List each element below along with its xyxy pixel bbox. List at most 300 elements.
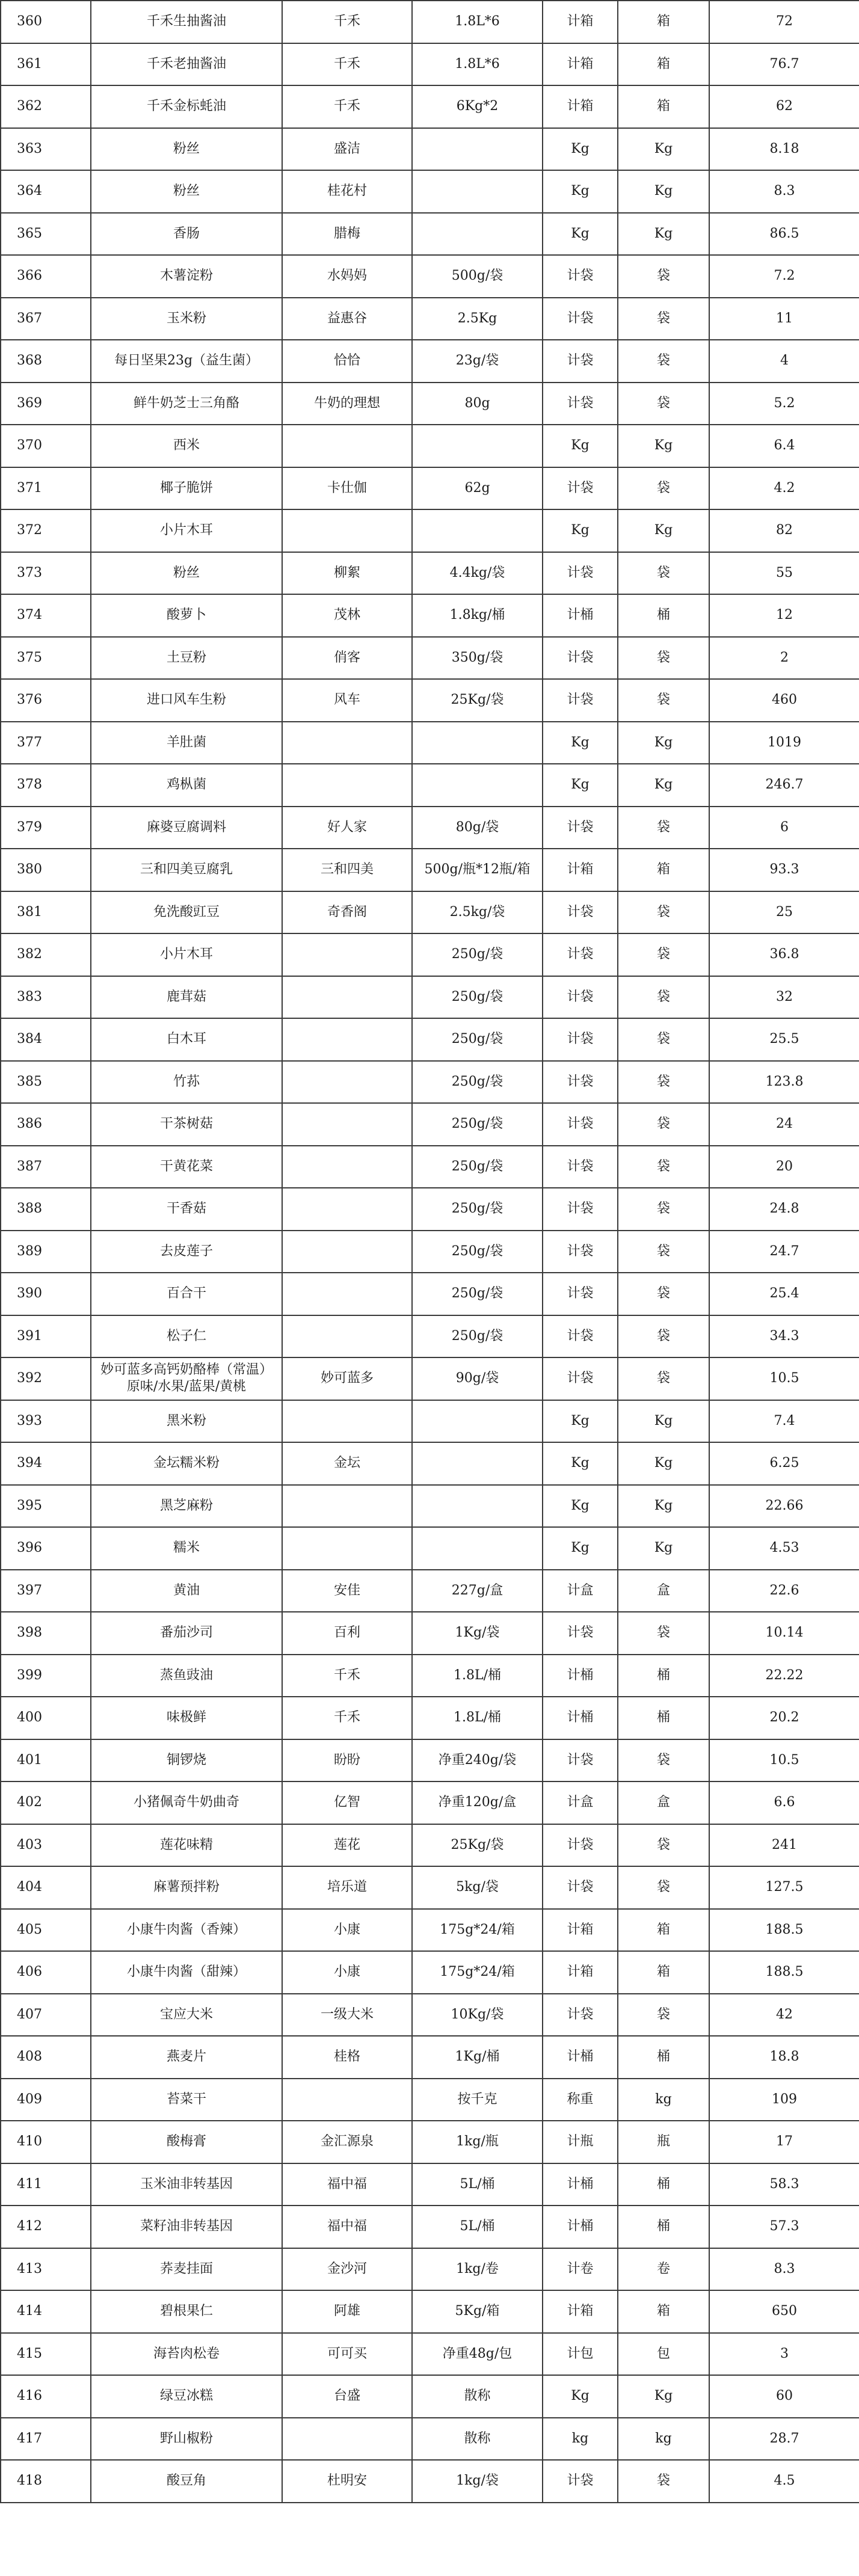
product-name-cell: 千禾生抽酱油 bbox=[91, 1, 282, 43]
price-cell: 25 bbox=[709, 891, 859, 934]
product-name-cell: 麻婆豆腐调料 bbox=[91, 807, 282, 849]
price-cell: 22.22 bbox=[709, 1655, 859, 1697]
unit-cell: 袋 bbox=[618, 298, 709, 340]
product-name-cell: 椰子脆饼 bbox=[91, 467, 282, 510]
price-cell: 25.4 bbox=[709, 1273, 859, 1315]
unit-cell: 袋 bbox=[618, 1866, 709, 1909]
item-number-cell: 404 bbox=[1, 1866, 91, 1909]
unit-cell: 包 bbox=[618, 2333, 709, 2376]
unit-cell: Kg bbox=[618, 1485, 709, 1528]
item-number-cell: 374 bbox=[1, 594, 91, 637]
spec-cell: 250g/袋 bbox=[412, 1188, 543, 1231]
brand-cell: 一级大米 bbox=[282, 1994, 412, 2037]
product-name-cell: 小康牛肉酱（香辣） bbox=[91, 1909, 282, 1952]
unit-cell: kg bbox=[618, 2079, 709, 2121]
item-number-cell: 380 bbox=[1, 849, 91, 891]
price-cell: 58.3 bbox=[709, 2163, 859, 2206]
price-cell: 24 bbox=[709, 1103, 859, 1146]
product-name-cell: 鲜牛奶芝士三角酪 bbox=[91, 383, 282, 425]
spec-cell: 净重240g/袋 bbox=[412, 1739, 543, 1782]
pricing-unit-cell: 计袋 bbox=[543, 1103, 618, 1146]
unit-cell: 桶 bbox=[618, 594, 709, 637]
brand-cell bbox=[282, 1273, 412, 1315]
brand-cell: 牛奶的理想 bbox=[282, 383, 412, 425]
spec-cell bbox=[412, 425, 543, 467]
spec-cell bbox=[412, 170, 543, 213]
item-number-cell: 403 bbox=[1, 1824, 91, 1867]
pricing-unit-cell: 计袋 bbox=[543, 976, 618, 1019]
spec-cell: 250g/袋 bbox=[412, 1018, 543, 1061]
table-row bbox=[1, 425, 859, 467]
unit-cell: 袋 bbox=[618, 255, 709, 298]
brand-cell: 亿智 bbox=[282, 1781, 412, 1824]
item-number-cell: 396 bbox=[1, 1527, 91, 1570]
item-number-cell: 409 bbox=[1, 2079, 91, 2121]
item-number-cell: 366 bbox=[1, 255, 91, 298]
item-number-cell: 369 bbox=[1, 383, 91, 425]
spec-cell bbox=[412, 509, 543, 552]
unit-cell: 盒 bbox=[618, 1781, 709, 1824]
price-cell: 20 bbox=[709, 1146, 859, 1188]
price-cell: 36.8 bbox=[709, 933, 859, 976]
table-row bbox=[1, 1570, 859, 1612]
table-body bbox=[1, 1, 859, 2503]
spec-cell: 1kg/瓶 bbox=[412, 2121, 543, 2163]
brand-cell: 三和四美 bbox=[282, 849, 412, 891]
item-number-cell: 410 bbox=[1, 2121, 91, 2163]
pricing-unit-cell: 计袋 bbox=[543, 1994, 618, 2037]
table-row bbox=[1, 2248, 859, 2291]
pricing-unit-cell: 计袋 bbox=[543, 679, 618, 722]
unit-cell: 袋 bbox=[618, 2460, 709, 2503]
unit-cell: 桶 bbox=[618, 1697, 709, 1739]
spec-cell: 175g*24/箱 bbox=[412, 1951, 543, 1994]
unit-cell: 袋 bbox=[618, 1315, 709, 1358]
product-name-cell: 荞麦挂面 bbox=[91, 2248, 282, 2291]
brand-cell: 桂花村 bbox=[282, 170, 412, 213]
pricing-unit-cell: 计袋 bbox=[543, 1018, 618, 1061]
table-row bbox=[1, 2036, 859, 2079]
table-row bbox=[1, 594, 859, 637]
price-cell: 6 bbox=[709, 807, 859, 849]
item-number-cell: 418 bbox=[1, 2460, 91, 2503]
pricing-unit-cell: Kg bbox=[543, 170, 618, 213]
product-name-cell: 燕麦片 bbox=[91, 2036, 282, 2079]
brand-cell bbox=[282, 1400, 412, 1443]
item-number-cell: 373 bbox=[1, 552, 91, 595]
brand-cell bbox=[282, 1231, 412, 1273]
brand-cell: 小康 bbox=[282, 1951, 412, 1994]
table-row bbox=[1, 2290, 859, 2333]
product-name-cell: 苔菜干 bbox=[91, 2079, 282, 2121]
product-name-cell: 黑米粉 bbox=[91, 1400, 282, 1443]
table-row bbox=[1, 1951, 859, 1994]
product-name-cell: 黑芝麻粉 bbox=[91, 1485, 282, 1528]
price-cell: 42 bbox=[709, 1994, 859, 2037]
product-name-cell: 野山椒粉 bbox=[91, 2418, 282, 2461]
spec-cell: 1.8kg/桶 bbox=[412, 594, 543, 637]
pricing-unit-cell: Kg bbox=[543, 1400, 618, 1443]
brand-cell: 福中福 bbox=[282, 2206, 412, 2248]
unit-cell: 盒 bbox=[618, 1570, 709, 1612]
product-name-cell: 铜锣烧 bbox=[91, 1739, 282, 1782]
table-row bbox=[1, 1612, 859, 1655]
price-cell: 57.3 bbox=[709, 2206, 859, 2248]
price-cell: 11 bbox=[709, 298, 859, 340]
item-number-cell: 362 bbox=[1, 85, 91, 128]
spec-cell: 净重48g/包 bbox=[412, 2333, 543, 2376]
product-name-cell: 鹿茸菇 bbox=[91, 976, 282, 1019]
brand-cell bbox=[282, 425, 412, 467]
table-row bbox=[1, 976, 859, 1019]
brand-cell: 千禾 bbox=[282, 43, 412, 86]
product-name-cell: 羊肚菌 bbox=[91, 722, 282, 764]
unit-cell: 袋 bbox=[618, 637, 709, 680]
pricing-unit-cell: 计袋 bbox=[543, 383, 618, 425]
pricing-unit-cell: 计桶 bbox=[543, 2036, 618, 2079]
item-number-cell: 397 bbox=[1, 1570, 91, 1612]
pricing-unit-cell: 计袋 bbox=[543, 1273, 618, 1315]
item-number-cell: 376 bbox=[1, 679, 91, 722]
pricing-unit-cell: 称重 bbox=[543, 2079, 618, 2121]
pricing-unit-cell: 计盒 bbox=[543, 1570, 618, 1612]
pricing-unit-cell: Kg bbox=[543, 1527, 618, 1570]
product-name-cell: 糯米 bbox=[91, 1527, 282, 1570]
item-number-cell: 405 bbox=[1, 1909, 91, 1952]
price-cell: 5.2 bbox=[709, 383, 859, 425]
spec-cell: 10Kg/袋 bbox=[412, 1994, 543, 2037]
product-name-cell: 木薯淀粉 bbox=[91, 255, 282, 298]
product-name-cell: 粉丝 bbox=[91, 170, 282, 213]
item-number-cell: 390 bbox=[1, 1273, 91, 1315]
table-row bbox=[1, 2121, 859, 2163]
item-number-cell: 385 bbox=[1, 1061, 91, 1104]
pricing-unit-cell: Kg bbox=[543, 128, 618, 171]
spec-cell: 1Kg/桶 bbox=[412, 2036, 543, 2079]
spec-cell: 350g/袋 bbox=[412, 637, 543, 680]
spec-cell bbox=[412, 1400, 543, 1443]
product-name-cell: 味极鲜 bbox=[91, 1697, 282, 1739]
product-name-cell: 粉丝 bbox=[91, 128, 282, 171]
table-row bbox=[1, 1146, 859, 1188]
price-cell: 10.5 bbox=[709, 1739, 859, 1782]
spec-cell: 1kg/卷 bbox=[412, 2248, 543, 2291]
spec-cell: 4.4kg/袋 bbox=[412, 552, 543, 595]
brand-cell: 奇香阁 bbox=[282, 891, 412, 934]
spec-cell: 5L/桶 bbox=[412, 2206, 543, 2248]
unit-cell: 袋 bbox=[618, 1612, 709, 1655]
price-cell: 62 bbox=[709, 85, 859, 128]
item-number-cell: 413 bbox=[1, 2248, 91, 2291]
product-name-cell: 西米 bbox=[91, 425, 282, 467]
item-number-cell: 365 bbox=[1, 213, 91, 256]
item-number-cell: 391 bbox=[1, 1315, 91, 1358]
brand-cell: 千禾 bbox=[282, 1697, 412, 1739]
item-number-cell: 411 bbox=[1, 2163, 91, 2206]
table-row bbox=[1, 128, 859, 171]
pricing-unit-cell: 计瓶 bbox=[543, 2121, 618, 2163]
pricing-unit-cell: 计袋 bbox=[543, 1612, 618, 1655]
unit-cell: 卷 bbox=[618, 2248, 709, 2291]
table-row bbox=[1, 891, 859, 934]
table-row bbox=[1, 1697, 859, 1739]
price-cell: 24.8 bbox=[709, 1188, 859, 1231]
item-number-cell: 367 bbox=[1, 298, 91, 340]
unit-cell: 袋 bbox=[618, 891, 709, 934]
price-cell: 1019 bbox=[709, 722, 859, 764]
spec-cell bbox=[412, 764, 543, 807]
pricing-unit-cell: Kg bbox=[543, 722, 618, 764]
product-name-cell: 土豆粉 bbox=[91, 637, 282, 680]
price-cell: 55 bbox=[709, 552, 859, 595]
pricing-unit-cell: kg bbox=[543, 2418, 618, 2461]
unit-cell: 箱 bbox=[618, 43, 709, 86]
table-row bbox=[1, 1273, 859, 1315]
pricing-unit-cell: 计箱 bbox=[543, 1951, 618, 1994]
price-cell: 17 bbox=[709, 2121, 859, 2163]
item-number-cell: 368 bbox=[1, 340, 91, 383]
item-number-cell: 387 bbox=[1, 1146, 91, 1188]
spec-cell: 5Kg/箱 bbox=[412, 2290, 543, 2333]
price-cell: 28.7 bbox=[709, 2418, 859, 2461]
product-name-cell: 妙可蓝多高钙奶酪棒（常温） 原味/水果/蓝果/黄桃 bbox=[91, 1357, 282, 1400]
spec-cell: 250g/袋 bbox=[412, 933, 543, 976]
table-row bbox=[1, 213, 859, 256]
brand-cell bbox=[282, 2418, 412, 2461]
pricing-unit-cell: 计盒 bbox=[543, 1781, 618, 1824]
spec-cell: 1.8L/桶 bbox=[412, 1655, 543, 1697]
brand-cell: 茂林 bbox=[282, 594, 412, 637]
price-cell: 3 bbox=[709, 2333, 859, 2376]
brand-cell: 可可买 bbox=[282, 2333, 412, 2376]
spec-cell: 227g/盒 bbox=[412, 1570, 543, 1612]
price-cell: 32 bbox=[709, 976, 859, 1019]
brand-cell bbox=[282, 1103, 412, 1146]
spec-cell: 1Kg/袋 bbox=[412, 1612, 543, 1655]
pricing-unit-cell: 计袋 bbox=[543, 1061, 618, 1104]
table-row bbox=[1, 2163, 859, 2206]
spec-cell: 80g bbox=[412, 383, 543, 425]
spec-cell bbox=[412, 213, 543, 256]
unit-cell: 袋 bbox=[618, 340, 709, 383]
item-number-cell: 370 bbox=[1, 425, 91, 467]
product-name-cell: 白木耳 bbox=[91, 1018, 282, 1061]
item-number-cell: 383 bbox=[1, 976, 91, 1019]
unit-cell: 桶 bbox=[618, 2163, 709, 2206]
pricing-unit-cell: Kg bbox=[543, 425, 618, 467]
spec-cell: 5L/桶 bbox=[412, 2163, 543, 2206]
unit-cell: 袋 bbox=[618, 1061, 709, 1104]
brand-cell bbox=[282, 1146, 412, 1188]
unit-cell: 袋 bbox=[618, 1739, 709, 1782]
product-name-cell: 金坛糯米粉 bbox=[91, 1442, 282, 1485]
brand-cell bbox=[282, 722, 412, 764]
brand-cell bbox=[282, 1018, 412, 1061]
unit-cell: Kg bbox=[618, 764, 709, 807]
pricing-unit-cell: 计袋 bbox=[543, 637, 618, 680]
price-cell: 6.4 bbox=[709, 425, 859, 467]
item-number-cell: 371 bbox=[1, 467, 91, 510]
product-name-cell: 松子仁 bbox=[91, 1315, 282, 1358]
price-cell: 4 bbox=[709, 340, 859, 383]
unit-cell: 袋 bbox=[618, 976, 709, 1019]
product-name-cell: 海苔肉松卷 bbox=[91, 2333, 282, 2376]
product-name-cell: 玉米油非转基因 bbox=[91, 2163, 282, 2206]
table-row bbox=[1, 722, 859, 764]
table-row bbox=[1, 2079, 859, 2121]
spec-cell: 25Kg/袋 bbox=[412, 679, 543, 722]
table-row bbox=[1, 298, 859, 340]
brand-cell: 杜明安 bbox=[282, 2460, 412, 2503]
spec-cell: 2.5Kg bbox=[412, 298, 543, 340]
item-number-cell: 393 bbox=[1, 1400, 91, 1443]
product-name-cell: 千禾金标蚝油 bbox=[91, 85, 282, 128]
brand-cell: 莲花 bbox=[282, 1824, 412, 1867]
item-number-cell: 400 bbox=[1, 1697, 91, 1739]
brand-cell: 台盛 bbox=[282, 2375, 412, 2418]
table-row bbox=[1, 1527, 859, 1570]
item-number-cell: 377 bbox=[1, 722, 91, 764]
item-number-cell: 402 bbox=[1, 1781, 91, 1824]
table-row bbox=[1, 2375, 859, 2418]
pricing-unit-cell: 计袋 bbox=[543, 255, 618, 298]
product-name-cell: 酸萝卜 bbox=[91, 594, 282, 637]
brand-cell bbox=[282, 1485, 412, 1528]
price-cell: 34.3 bbox=[709, 1315, 859, 1358]
item-number-cell: 389 bbox=[1, 1231, 91, 1273]
unit-cell: Kg bbox=[618, 1527, 709, 1570]
product-name-cell: 菜籽油非转基因 bbox=[91, 2206, 282, 2248]
product-name-cell: 酸豆角 bbox=[91, 2460, 282, 2503]
product-name-cell: 小片木耳 bbox=[91, 933, 282, 976]
unit-cell: Kg bbox=[618, 425, 709, 467]
pricing-unit-cell: 计袋 bbox=[543, 1146, 618, 1188]
product-name-cell: 小片木耳 bbox=[91, 509, 282, 552]
spec-cell: 250g/袋 bbox=[412, 976, 543, 1019]
table-row bbox=[1, 340, 859, 383]
pricing-unit-cell: 计箱 bbox=[543, 2290, 618, 2333]
price-cell: 60 bbox=[709, 2375, 859, 2418]
product-name-cell: 小康牛肉酱（甜辣） bbox=[91, 1951, 282, 1994]
table-row bbox=[1, 2206, 859, 2248]
spec-cell: 62g bbox=[412, 467, 543, 510]
price-cell: 82 bbox=[709, 509, 859, 552]
table-row bbox=[1, 1485, 859, 1528]
pricing-unit-cell: 计袋 bbox=[543, 298, 618, 340]
pricing-unit-cell: 计桶 bbox=[543, 594, 618, 637]
brand-cell: 水妈妈 bbox=[282, 255, 412, 298]
item-number-cell: 386 bbox=[1, 1103, 91, 1146]
price-cell: 6.6 bbox=[709, 1781, 859, 1824]
brand-cell: 安佳 bbox=[282, 1570, 412, 1612]
table-row bbox=[1, 1909, 859, 1952]
product-name-cell: 干茶树菇 bbox=[91, 1103, 282, 1146]
table-row bbox=[1, 1, 859, 43]
product-name-cell: 番茄沙司 bbox=[91, 1612, 282, 1655]
brand-cell bbox=[282, 2079, 412, 2121]
product-name-cell: 进口风车生粉 bbox=[91, 679, 282, 722]
product-name-cell: 干黄花菜 bbox=[91, 1146, 282, 1188]
price-cell: 22.6 bbox=[709, 1570, 859, 1612]
pricing-unit-cell: 计桶 bbox=[543, 2163, 618, 2206]
pricing-unit-cell: 计袋 bbox=[543, 1188, 618, 1231]
unit-cell: 袋 bbox=[618, 679, 709, 722]
price-cell: 8.3 bbox=[709, 2248, 859, 2291]
spec-cell: 5kg/袋 bbox=[412, 1866, 543, 1909]
price-cell: 460 bbox=[709, 679, 859, 722]
spec-cell: 按千克 bbox=[412, 2079, 543, 2121]
table-row bbox=[1, 1188, 859, 1231]
unit-cell: 桶 bbox=[618, 1655, 709, 1697]
unit-cell: 袋 bbox=[618, 1273, 709, 1315]
price-cell: 7.2 bbox=[709, 255, 859, 298]
product-name-cell: 香肠 bbox=[91, 213, 282, 256]
brand-cell: 培乐道 bbox=[282, 1866, 412, 1909]
item-number-cell: 382 bbox=[1, 933, 91, 976]
table-row bbox=[1, 1357, 859, 1400]
price-cell: 4.2 bbox=[709, 467, 859, 510]
price-cell: 241 bbox=[709, 1824, 859, 1867]
unit-cell: 箱 bbox=[618, 1951, 709, 1994]
unit-cell: 箱 bbox=[618, 849, 709, 891]
brand-cell: 恰恰 bbox=[282, 340, 412, 383]
spec-cell: 250g/袋 bbox=[412, 1273, 543, 1315]
unit-cell: Kg bbox=[618, 509, 709, 552]
table-row bbox=[1, 637, 859, 680]
pricing-unit-cell: Kg bbox=[543, 2375, 618, 2418]
brand-cell: 千禾 bbox=[282, 85, 412, 128]
brand-cell bbox=[282, 764, 412, 807]
item-number-cell: 408 bbox=[1, 2036, 91, 2079]
pricing-unit-cell: 计袋 bbox=[543, 1824, 618, 1867]
brand-cell: 金汇源泉 bbox=[282, 2121, 412, 2163]
item-number-cell: 379 bbox=[1, 807, 91, 849]
table-row bbox=[1, 1061, 859, 1104]
spec-cell: 2.5kg/袋 bbox=[412, 891, 543, 934]
spec-cell bbox=[412, 722, 543, 764]
product-name-cell: 三和四美豆腐乳 bbox=[91, 849, 282, 891]
item-number-cell: 406 bbox=[1, 1951, 91, 1994]
price-cell: 10.14 bbox=[709, 1612, 859, 1655]
item-number-cell: 407 bbox=[1, 1994, 91, 2037]
table-row bbox=[1, 552, 859, 595]
brand-cell: 腊梅 bbox=[282, 213, 412, 256]
spec-cell bbox=[412, 128, 543, 171]
brand-cell bbox=[282, 1315, 412, 1358]
brand-cell: 卡仕伽 bbox=[282, 467, 412, 510]
brand-cell bbox=[282, 933, 412, 976]
price-cell: 18.8 bbox=[709, 2036, 859, 2079]
unit-cell: 袋 bbox=[618, 467, 709, 510]
price-cell: 20.2 bbox=[709, 1697, 859, 1739]
pricing-unit-cell: 计袋 bbox=[543, 1866, 618, 1909]
price-cell: 650 bbox=[709, 2290, 859, 2333]
price-cell: 127.5 bbox=[709, 1866, 859, 1909]
brand-cell: 盼盼 bbox=[282, 1739, 412, 1782]
spec-cell: 6Kg*2 bbox=[412, 85, 543, 128]
unit-cell: 桶 bbox=[618, 2206, 709, 2248]
item-number-cell: 395 bbox=[1, 1485, 91, 1528]
price-cell: 72 bbox=[709, 1, 859, 43]
table-row bbox=[1, 467, 859, 510]
table-row bbox=[1, 1315, 859, 1358]
unit-cell: Kg bbox=[618, 213, 709, 256]
product-name-cell: 百合干 bbox=[91, 1273, 282, 1315]
price-cell: 6.25 bbox=[709, 1442, 859, 1485]
spec-cell: 23g/袋 bbox=[412, 340, 543, 383]
table-row bbox=[1, 1018, 859, 1061]
brand-cell: 千禾 bbox=[282, 1655, 412, 1697]
